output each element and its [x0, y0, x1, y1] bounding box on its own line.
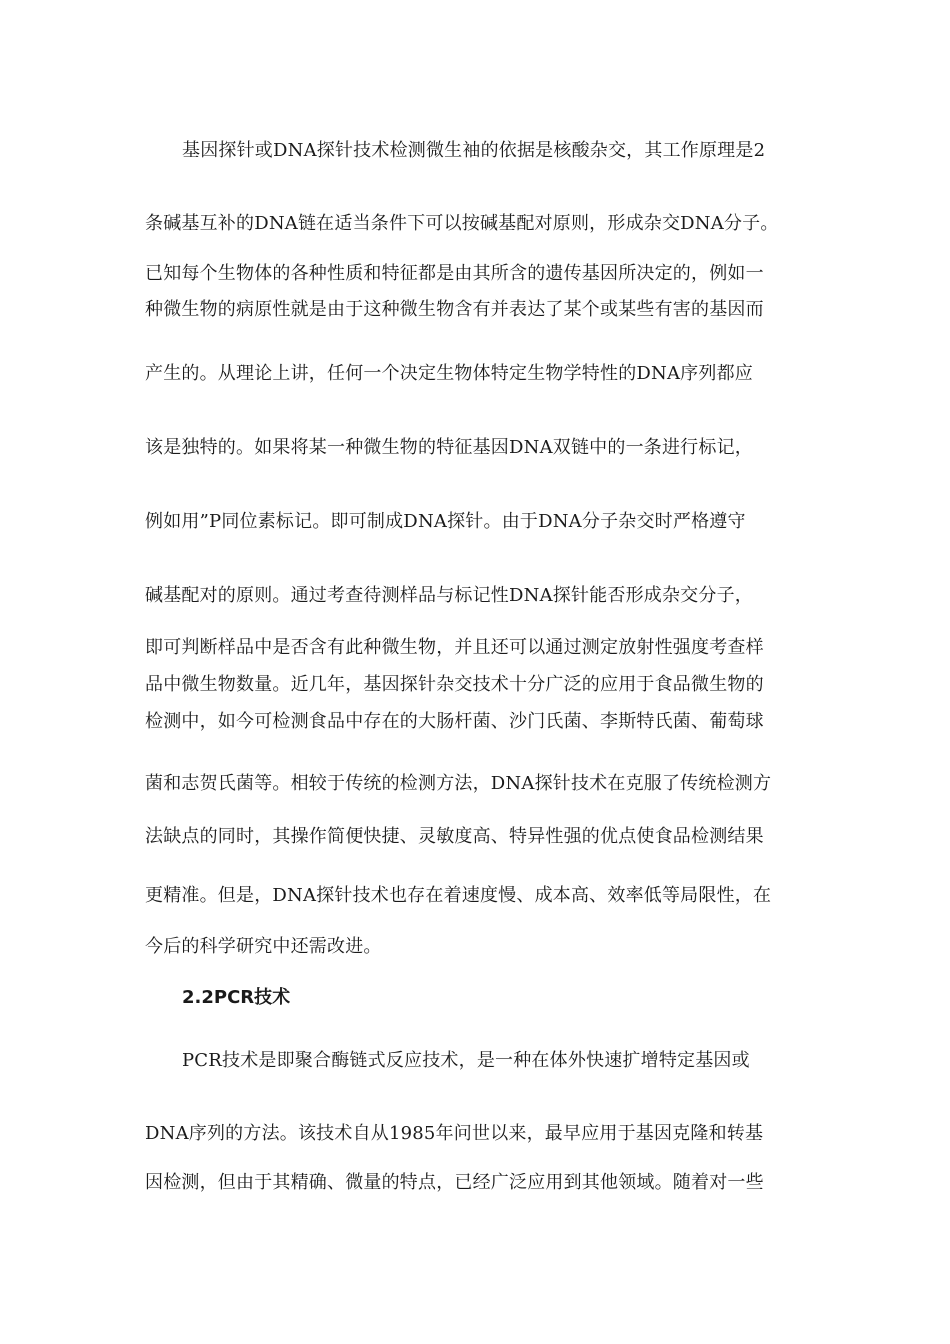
paragraph-line: 今后的科学研究中还需改进。	[145, 936, 382, 957]
paragraph-line: 该是独特的。如果将某一种微生物的特征基因DNA双链中的一条进行标记，	[145, 437, 753, 458]
paragraph-line: 菌和志贺氏菌等。相较于传统的检测方法，DNA探针技术在克服了传统检测方	[145, 773, 772, 794]
paragraph-line: 更精准。但是，DNA探针技术也存在着速度慢、成本高、效率低等局限性，在	[145, 885, 772, 906]
paragraph-line: 即可判断样品中是否含有此种微生物，并且还可以通过测定放射性强度考查样	[145, 637, 764, 658]
paragraph-line: 例如用”P同位素标记。即可制成DNA探针。由于DNA分子杂交时严格遵守	[145, 511, 746, 532]
paragraph-line: 检测中，如今可检测食品中存在的大肠杆菌、沙门氏菌、李斯特氏菌、葡萄球	[145, 711, 764, 732]
paragraph-line: 法缺点的同时，其操作简便快捷、灵敏度高、特异性强的优点使食品检测结果	[145, 826, 764, 847]
paragraph-line: 品中微生物数量。近几年，基因探针杂交技术十分广泛的应用于食品微生物的	[145, 674, 764, 695]
paragraph-line: 已知每个生物体的各种性质和特征都是由其所含的遗传基因所决定的，例如一	[145, 263, 764, 284]
section-heading: 2.2PCR技术	[182, 987, 291, 1008]
paragraph-line: 因检测，但由于其精确、微量的特点，已经广泛应用到其他领域。随着对一些	[145, 1172, 764, 1193]
paragraph-line: 碱基配对的原则。通过考查待测样品与标记性DNA探针能否形成杂交分子，	[145, 585, 753, 606]
paragraph-line: 条碱基互补的DNA链在适当条件下可以按碱基配对原则，形成杂交DNA分子。	[145, 213, 779, 234]
paragraph-line: 种微生物的病原性就是由于这种微生物含有并表达了某个或某些有害的基因而	[145, 299, 764, 320]
paragraph-line: PCR技术是即聚合酶链式反应技术，是一种在体外快速扩增特定基因或	[182, 1050, 750, 1071]
paragraph-line: DNA序列的方法。该技术自从1985年问世以来，最早应用于基因克隆和转基	[145, 1123, 764, 1144]
paragraph-line: 基因探针或DNA探针技术检测微生袖的依据是核酸杂交，其工作原理是2	[182, 140, 766, 161]
paragraph-line: 产生的。从理论上讲，任何一个决定生物体特定生物学特性的DNA序列都应	[145, 363, 753, 384]
